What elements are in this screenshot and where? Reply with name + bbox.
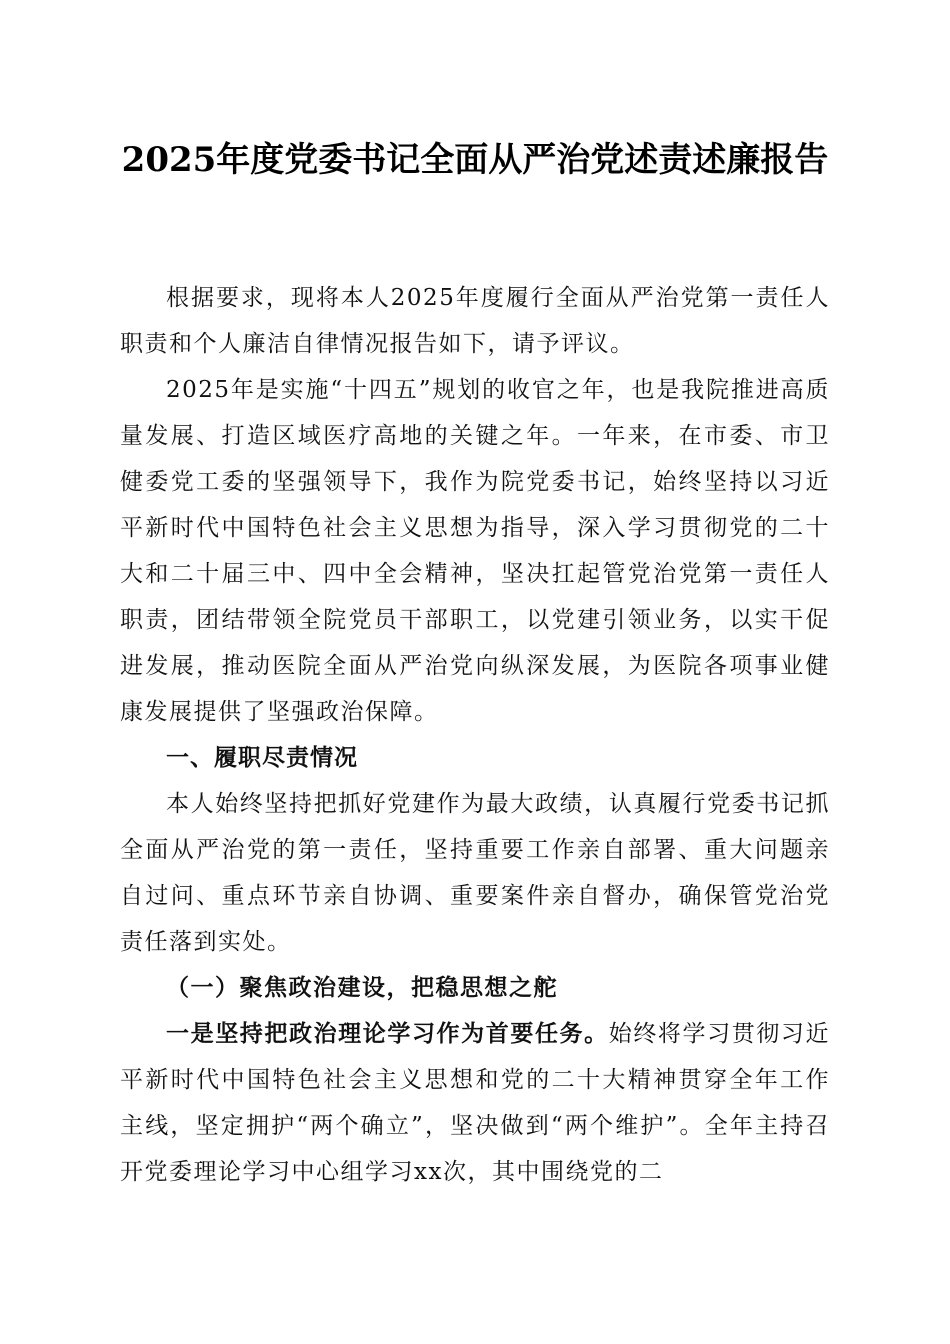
point-1-body: 始终将学习贯彻习近平新时代中国特色社会主义思想和党的二十大精神贯穿全年工作主线，坚定拥护“两个确立”，坚决做到“两个维护”。全年主持召开党委理论学习中心组学习xx次，其中围绕党的二 [120, 1021, 831, 1185]
subsection-heading-1: （一）聚焦政治建设，把稳思想之舵 [166, 974, 558, 1001]
section-heading-1: 一、履职尽责情况 [166, 745, 358, 771]
intro-paragraph: 根据要求，现将本人2025年度履行全面从严治党第一责任人职责和个人廉洁自律情况报告如下，请予评议。 [120, 285, 830, 357]
document-title: 2025年度党委书记全面从严治党述责述廉报告 [121, 140, 829, 180]
overview-paragraph: 2025年是实施“十四五”规划的收官之年，也是我院推进高质量发展、打造区域医疗高地的关键之年。一年来，在市委、市卫健委党工委的坚强领导下，我作为院党委书记，始终坚持以习近平新时代中国特色社会主义思想为指导，深入学习贯彻党的二十大和二十届三中、四中全会精神，坚决扛起管党治党第一责任人职责，团结带领全院党员干部职工，以党建引领业务，以实干促进发展，推动医院全面从严治党向纵深发展，为医院各项事业健康发展提供了坚强政治保障。 [120, 377, 830, 725]
section-1-paragraph: 本人始终坚持把抓好党建作为最大政绩，认真履行党委书记抓全面从严治党的第一责任，坚持重要工作亲自部署、重大问题亲自过问、重点环节亲自协调、重要案件亲自督办，确保管党治党责任落到实处。 [120, 791, 830, 955]
point-1-lead: 一是坚持把政治理论学习作为首要任务。 [166, 1020, 609, 1047]
point-1-paragraph [120, 1011, 830, 1195]
document-body [120, 275, 830, 1195]
